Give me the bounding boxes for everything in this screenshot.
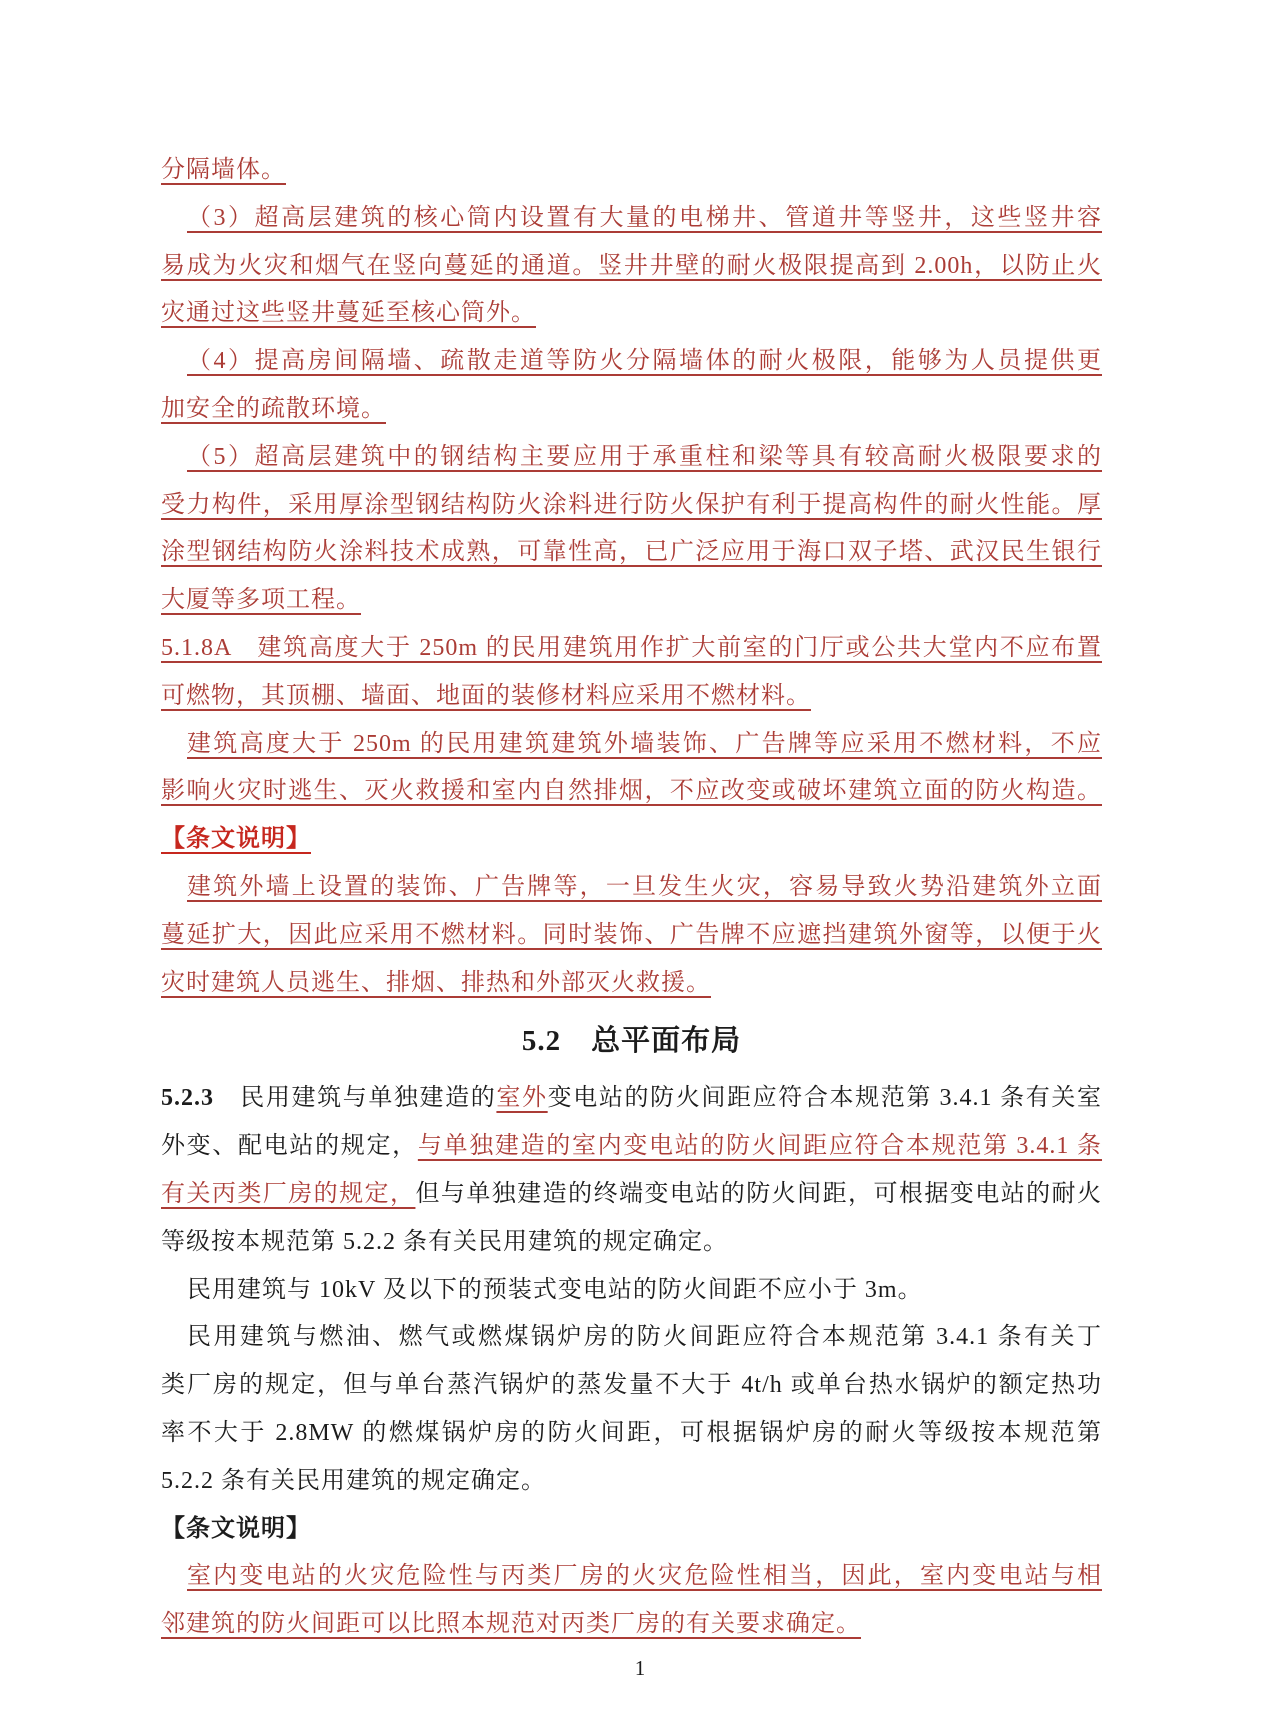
- text-segment: 有关丙类厂房的规定，: [161, 1180, 416, 1207]
- text-line: [161, 625, 1102, 673]
- text-line: [161, 195, 1102, 243]
- text-line: [161, 338, 1102, 386]
- text-segment: 【条文说明】: [161, 1515, 311, 1542]
- text-line: [161, 1075, 1102, 1123]
- text-segment: 易成为火灾和烟气在竖向蔓延的通道。竖井井壁的耐火极限提高到 2.00h，以防止火: [161, 252, 1102, 279]
- text-line: [161, 1314, 1102, 1362]
- text-line: [161, 1123, 1102, 1171]
- text-segment: （3）超高层建筑的核心筒内设置有大量的电梯井、管道井等竖井，这些竖井容: [187, 204, 1102, 231]
- text-segment: 外变、配电站的规定，: [161, 1133, 418, 1160]
- text-segment: 蔓延扩大，因此应采用不燃材料。同时装饰、广告牌不应遮挡建筑外窗等，以便于火: [161, 921, 1102, 948]
- text-line: [161, 1601, 1102, 1649]
- text-segment: 5.2.2 条有关民用建筑的规定确定。: [161, 1467, 546, 1494]
- text-segment: 但与单独建造的终端变电站的防火间距，可根据变电站的耐火: [415, 1180, 1103, 1207]
- text-line: [161, 529, 1102, 577]
- text-line: [161, 1267, 1102, 1315]
- text-segment: 建筑高度大于 250m 的民用建筑建筑外墙装饰、广告牌等应采用不燃材料，不应: [187, 730, 1102, 757]
- text-line: [161, 147, 1102, 195]
- text-line: [161, 912, 1102, 960]
- text-segment: 可燃物，其顶棚、墙面、地面的装修材料应采用不燃材料。: [161, 682, 811, 709]
- document-body: [161, 147, 1102, 1649]
- text-line: [161, 1171, 1102, 1219]
- page-number: 1: [634, 1656, 646, 1680]
- text-line: [161, 1410, 1102, 1458]
- text-line: [161, 673, 1102, 721]
- text-segment: 率不大于 2.8MW 的燃煤锅炉房的防火间距，可根据锅炉房的耐火等级按本规范第: [161, 1419, 1102, 1446]
- text-segment: 5.2.3: [161, 1085, 214, 1112]
- text-line: [161, 864, 1102, 912]
- text-segment: 加安全的疏散环境。: [161, 395, 386, 422]
- text-segment: 【条文说明】: [161, 826, 311, 853]
- text-segment: 邻建筑的防火间距可以比照本规范对丙类厂房的有关要求确定。: [161, 1611, 861, 1638]
- text-line: [161, 577, 1102, 625]
- text-segment: 涂型钢结构防火涂料技术成熟，可靠性高，已广泛应用于海口双子塔、武汉民生银行: [161, 539, 1102, 566]
- text-segment: 室外: [496, 1085, 548, 1112]
- text-line: [161, 721, 1102, 769]
- text-segment: 分隔墙体。: [161, 157, 286, 183]
- text-segment: 影响火灾时逃生、灭火救援和室内自然排烟，不应改变或破坏建筑立面的防火构造。: [161, 778, 1102, 805]
- text-line: [161, 960, 1102, 1008]
- text-segment: 5.2 总平面布局: [521, 1025, 742, 1058]
- section-heading: [161, 1011, 1102, 1071]
- text-line: [161, 386, 1102, 434]
- text-segment: 室内变电站的火灾危险性与丙类厂房的火灾危险性相当，因此，室内变电站与相: [187, 1563, 1102, 1590]
- text-segment: 灾时建筑人员逃生、排烟、排热和外部灭火救援。: [161, 969, 711, 996]
- text-line: [161, 1362, 1102, 1410]
- text-line: [161, 482, 1102, 530]
- text-segment: 与单独建造的室内变电站的防火间距应符合本规范第 3.4.1 条: [417, 1133, 1103, 1160]
- text-segment: 灾通过这些竖井蔓延至核心筒外。: [161, 300, 536, 327]
- text-line: [161, 1506, 1102, 1554]
- text-line: [161, 816, 1102, 864]
- text-line: [161, 434, 1102, 482]
- text-line: [161, 290, 1102, 338]
- text-line: [161, 1458, 1102, 1506]
- text-segment: （5）超高层建筑中的钢结构主要应用于承重柱和梁等具有较高耐火极限要求的: [187, 443, 1102, 470]
- text-line: [161, 1219, 1102, 1267]
- text-segment: 建筑外墙上设置的装饰、广告牌等，一旦发生火灾，容易导致火势沿建筑外立面: [187, 873, 1102, 900]
- text-line: [161, 768, 1102, 816]
- text-segment: 变电站的防火间距应符合本规范第 3.4.1 条有关室: [547, 1085, 1103, 1112]
- text-segment: （4）提高房间隔墙、疏散走道等防火分隔墙体的耐火极限，能够为人员提供更: [187, 348, 1102, 375]
- text-line: [161, 1553, 1102, 1601]
- text-segment: 民用建筑与 10kV 及以下的预装式变电站的防火间距不应小于 3m。: [187, 1276, 923, 1303]
- text-segment: 民用建筑与燃油、燃气或燃煤锅炉房的防火间距应符合本规范第 3.4.1 条有关丁: [187, 1324, 1102, 1351]
- text-segment: 受力构件，采用厚涂型钢结构防火涂料进行防火保护有利于提高构件的耐火性能。厚: [161, 491, 1102, 518]
- text-line: [161, 243, 1102, 291]
- text-segment: 民用建筑与单独建造的: [214, 1085, 497, 1112]
- text-segment: 等级按本规范第 5.2.2 条有关民用建筑的规定确定。: [161, 1228, 728, 1255]
- text-segment: 类厂房的规定，但与单台蒸汽锅炉的蒸发量不大于 4t/h 或单台热水锅炉的额定热功: [161, 1372, 1102, 1399]
- text-segment: 5.1.8A 建筑高度大于 250m 的民用建筑用作扩大前室的门厅或公共大堂内不应布置: [161, 634, 1102, 661]
- text-segment: 大厦等多项工程。: [161, 587, 361, 614]
